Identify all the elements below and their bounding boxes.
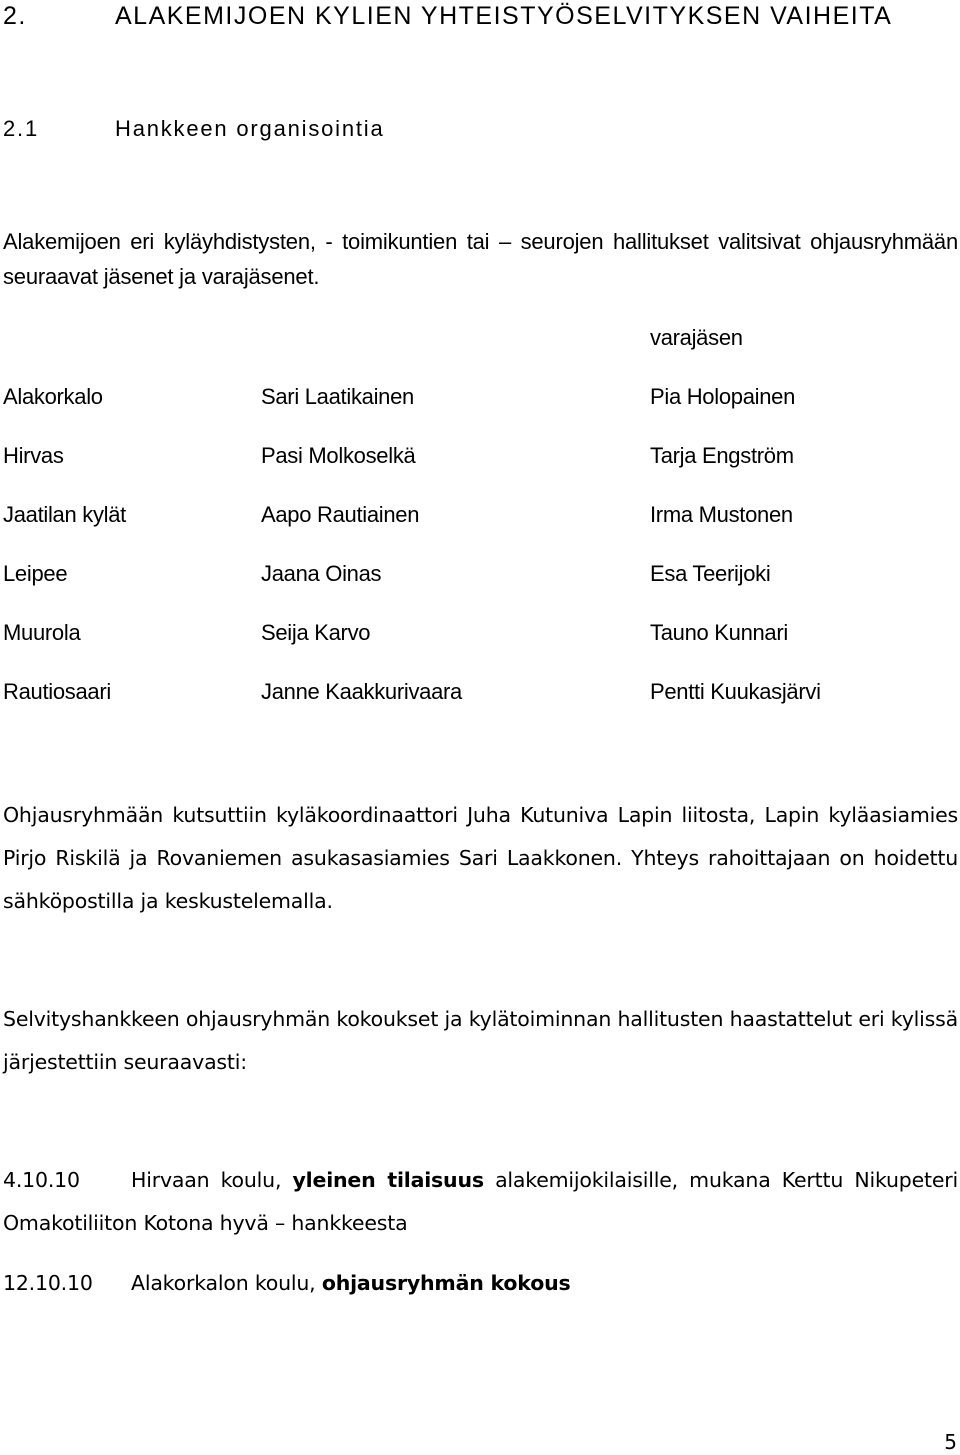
village-name: Jaatilan kylät (3, 502, 126, 527)
header-deputy: varajäsen (650, 325, 743, 350)
event-entry (3, 1262, 958, 1305)
member-row (3, 679, 958, 738)
event-text-after: alakemijokilaisille, mukana Kerttu Nikupeteri Omakotiliiton Kotona hyvä – hankkeesta (3, 1168, 958, 1235)
invitation-paragraph: Ohjausryhmään kutsuttiin kyläkoordinaattori Juha Kutuniva Lapin liitosta, Lapin kyläasiamies Pirjo Riskilä ja Rovaniemen asukasasiamies Sari Laakkonen. Yhteys rahoittajaan on hoidettu sähköpostilla ja keskustelemalla. (3, 803, 958, 913)
member-name: Pasi Molkoselkä (261, 443, 416, 468)
member-row (3, 620, 958, 679)
deputy-name: Tarja Engström (650, 443, 794, 468)
event-date: 4.10.10 (3, 1168, 80, 1192)
village-name: Leipee (3, 561, 68, 586)
event-type: yleinen tilaisuus (292, 1168, 484, 1192)
village-name: Rautiosaari (3, 679, 111, 704)
section-heading (3, 116, 385, 142)
chapter-title: ALAKEMIJOEN KYLIEN YHTEISTYÖSELVITYKSEN VAIHEITA (115, 2, 893, 30)
village-name: Alakorkalo (3, 384, 103, 409)
village-name: Muurola (3, 620, 81, 645)
event-entry (3, 1159, 958, 1245)
event-type: ohjausryhmän kokous (321, 1271, 571, 1295)
deputy-name: Esa Teerijoki (650, 561, 771, 586)
member-name: Sari Laatikainen (261, 384, 414, 409)
steering-group-list (3, 325, 958, 738)
member-name: Aapo Rautiainen (261, 502, 420, 527)
event-date: 12.10.10 (3, 1271, 93, 1295)
member-name: Seija Karvo (261, 620, 371, 645)
deputy-name: Pia Holopainen (650, 384, 796, 409)
deputy-name: Pentti Kuukasjärvi (650, 679, 821, 704)
member-row (3, 502, 958, 561)
page-number: 5 (944, 1430, 957, 1454)
event-text: Alakorkalon koulu, (131, 1271, 322, 1295)
section-title: Hankkeen organisointia (115, 116, 385, 141)
steering-group-header-row (3, 325, 958, 384)
section-number: 2.1 (3, 116, 39, 141)
member-name: Janne Kaakkurivaara (261, 679, 462, 704)
village-name: Hirvas (3, 443, 64, 468)
meetings-intro-paragraph: Selvityshankkeen ohjausryhmän kokoukset ja kylätoiminnan hallitusten haastattelut eri kylissä järjestettiin seuraavasti: (3, 1007, 958, 1074)
member-row (3, 443, 958, 502)
deputy-name: Tauno Kunnari (650, 620, 788, 645)
member-row (3, 561, 958, 620)
member-row (3, 384, 958, 443)
event-text: Hirvaan koulu, (131, 1168, 293, 1192)
member-name: Jaana Oinas (261, 561, 382, 586)
intro-paragraph: Alakemijoen eri kyläyhdistysten, - toimikuntien tai – seurojen hallitukset valitsivat ohjausryhmään seuraavat jäsenet ja varajäsenet. (3, 229, 958, 289)
chapter-number: 2. (3, 2, 27, 30)
chapter-heading (3, 2, 892, 31)
deputy-name: Irma Mustonen (650, 502, 793, 527)
